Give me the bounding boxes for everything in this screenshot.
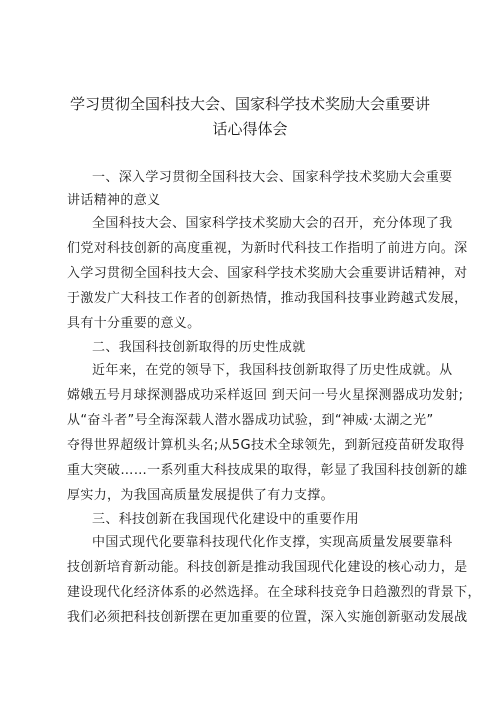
paragraph-line: 厚实力，为我国高质量发展提供了有力支撑。 [67, 488, 335, 503]
paragraph-line: 入学习贯彻全国科技大会、国家科学技术奖励大会重要讲话精神，对 [67, 266, 468, 281]
paragraph-line: 近年来，在党的领导下，我国科技创新取得了历史性成就。从 [92, 363, 453, 378]
paragraph-line: 中国式现代化要靠科技现代化作支撑，实现高质量发展要靠科 [92, 535, 453, 550]
section-heading-3: 三、科技创新在我国现代化建设中的重要作用 [92, 512, 360, 527]
paragraph-line: 从“奋斗者”号全海深载人潜水器成功试验，到“神威·太湖之光” [67, 413, 434, 428]
paragraph-line: 们党对科技创新的高度重视，为新时代科技工作指明了前进方向。深 [67, 241, 468, 256]
paragraph-line: 夺得世界超级计算机头名;从5G技术全球领先，到新冠疫苗研发取得 [67, 438, 465, 453]
paragraph-line: 于激发广大科技工作者的创新热情，推动我国科技事业跨越式发展， [67, 291, 468, 306]
paragraph-line: 建设现代化经济体系的必然选择。在全球科技竞争日趋激烈的背景下， [67, 585, 481, 600]
paragraph-line: 技创新培育新动能。科技创新是推动我国现代化建设的核心动力，是 [67, 560, 468, 575]
paragraph-line: 重大突破……一系列重大科技成果的取得，彰显了我国科技创新的雄 [67, 463, 468, 478]
section-heading-1: 一、深入学习贯彻全国科技大会、国家科学技术奖励大会重要 [92, 170, 453, 185]
paragraph-line: 全国科技大会、国家科学技术奖励大会的召开，充分体现了我 [92, 216, 453, 231]
section-heading-2: 二、我国科技创新取得的历史性成就 [92, 340, 306, 355]
paragraph-line: 具有十分重要的意义。 [67, 316, 201, 331]
paragraph-line: 嫦娥五号月球探测器成功采样返回 到天问一号火星探测器成功发射; [67, 388, 464, 403]
section-heading-1-cont: 讲话精神的意义 [67, 193, 161, 208]
paragraph-line: 我们必须把科技创新摆在更加重要的位置，深入实施创新驱动发展战 [67, 610, 468, 625]
document-title-line-2: 话心得体会 [212, 120, 288, 138]
document-title-line-1: 学习贯彻全国科技大会、国家科学技术奖励大会重要讲 [69, 95, 430, 113]
